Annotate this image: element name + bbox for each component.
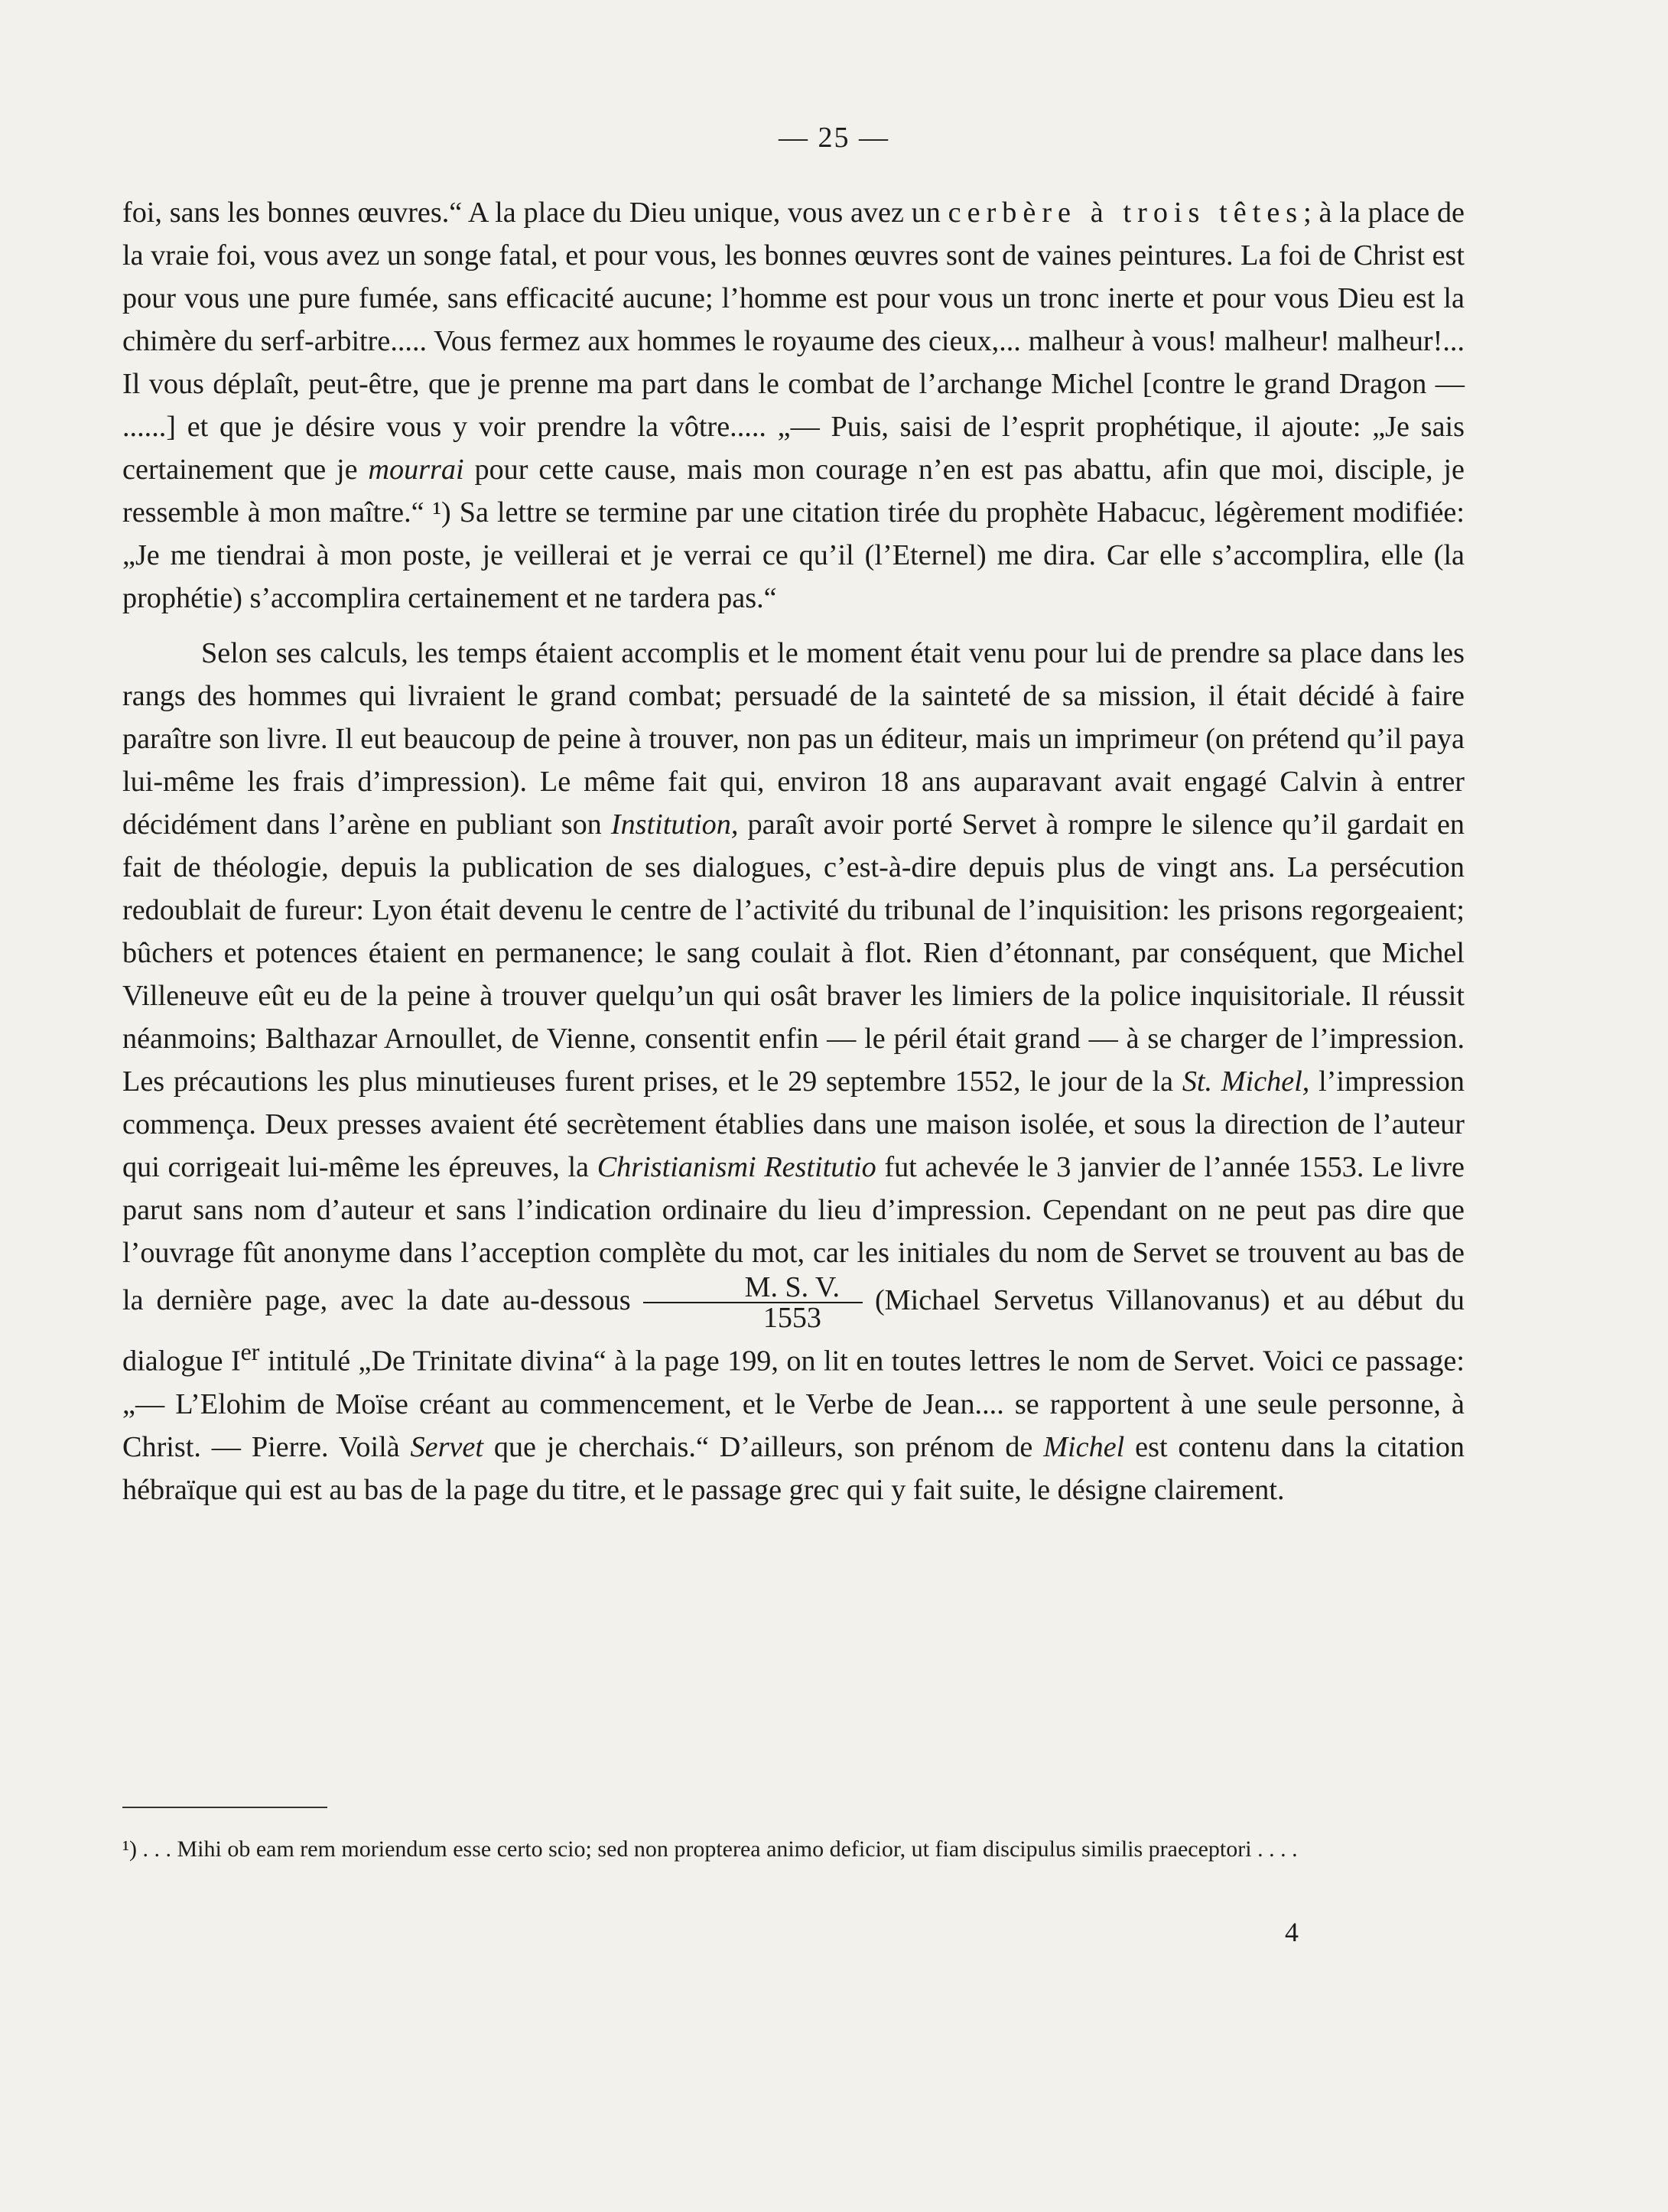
text-run: que je cherchais.“ D’ailleurs, son prénom de (483, 1430, 1044, 1463)
italic-name: Servet (410, 1430, 483, 1463)
italic-word: mourrai (368, 454, 464, 486)
footnote: ¹) . . . Mihi ob eam rem moriendum esse certo scio; sed non propterea animo deficior, ut fiam discipulus similis praeceptori . . . . (122, 1836, 1298, 1862)
initials-fraction (643, 1271, 863, 1334)
text-run: foi, sans les bonnes œuvres.“ A la place du Dieu unique, vous avez un (122, 197, 948, 229)
spaced-phrase: cerbère à trois têtes (948, 197, 1304, 229)
italic-book-title: Christianismi Restitutio (597, 1151, 876, 1183)
text-run: paraît avoir porté Servet à rompre le silence qu’il gardait en fait de théologie, depuis la publication de ses dialogues, c’est-à-dire depuis plus de vingt ans. La persécution redoublait de fureur: Lyon était devenu le centre de l’activité du tribunal de l’inquisition: les prisons regorgeaient; bûchers et potences étaient en permanence; le sang coulait à flot. Rien d’étonnant, par conséquent, que Michel Villeneuve eût eu de la peine à trouver quelqu’un qui osât braver les limiers de la police inquisitoriale. Il réussit néanmoins; Balthazar Arnoullet, de Vienne, consentit enfin — le péril était grand — à se charger de l’impression. Les précautions les plus minutieuses furent prises, et le 29 septembre 1552, le jour de la (122, 808, 1465, 1098)
paragraph-2 (122, 632, 1465, 1511)
superscript: er (240, 1339, 260, 1365)
text-run: ; à la place de la vraie foi, vous avez un songe fatal, et pour vous, les bonnes œuvres sont de vaines peintures. La foi de Christ est pour vous une pure fumée, sans efficacité aucune; l’homme est pour vous un tronc inerte et pour vous Dieu est la chimère du serf-arbitre..... Vous fermez aux hommes le royaume des cieux,... malheur à vous! malheur! malheur!... Il vous déplaît, peut-être, que je prenne ma part dans le combat de l’archange Michel [contre le grand Dragon — ......] et que je désire vous y voir prendre la vôtre..... „— Puis, saisi de l’esprit prophétique, il ajoute: „Je sais certainement que je (122, 197, 1465, 486)
text-run: l’impression commença. Deux presses avaient été secrètement établies dans une maison isolée, et sous la direction de l’auteur qui corrigeait lui-même les épreuves, la (122, 1065, 1465, 1183)
text-run: pour cette cause, mais mon courage n’en est pas abattu, afin que moi, disciple, je ressemble à mon maître.“ ¹) Sa lettre se termine par une citation tirée du prophète Habacuc, légèrement modifiée: „Je me tiendrai à mon poste, je veillerai et je verrai ce qu’il (l’Eternel) me dira. Car elle s’accomplira, elle (la prophétie) s’accomplira certainement et ne tardera pas.“ (122, 454, 1465, 614)
fraction-numerator: M. S. V. (643, 1274, 863, 1303)
paragraph-1 (122, 191, 1465, 620)
italic-title: Institution, (610, 808, 739, 841)
text-run: intitulé „De Trinitate divina“ à la page 199, on lit en toutes lettres le nom de Servet. Voici ce passage: „— L’Elohim de Moïse créant au commencement, et le Verbe de Jean.... se rapportent à une seule personne, à Christ. — Pierre. Voilà (122, 1345, 1465, 1463)
footnote-divider (122, 1807, 327, 1808)
body-text (122, 191, 1465, 1511)
signature-mark: 4 (1285, 1917, 1299, 1947)
text-run: Selon ses calculs, les temps étaient accomplis et le moment était venu pour lui de prendre sa place dans les rangs des hommes qui livraient le grand combat; persuadé de la sainteté de sa mission, il était décidé à faire paraître son livre. Il eut beaucoup de peine à trouver, non pas un éditeur, mais un imprimeur (on prétend qu’il paya lui-même les frais d’impression). Le même fait qui, environ 18 ans auparavant avait engagé Calvin à entrer décidément dans l’arène en publiant son (122, 637, 1465, 841)
text-run: (Michael Servetus Villanovanus) et au début du dialogue I (122, 1283, 1465, 1378)
text-run: fut achevée le 3 janvier de l’année 1553. Le livre parut sans nom d’auteur et sans l’indication ordinaire du lieu d’impression. Cependant on ne peut pas dire que l’ouvrage fût anonyme dans l’acception complète du mot, car les initiales du nom de Servet se trouvent au bas de la dernière page, avec la date au-dessous (122, 1151, 1465, 1316)
italic-name: Michel (1043, 1430, 1125, 1463)
italic-date: St. Michel, (1182, 1065, 1310, 1098)
fraction-denominator: 1553 (762, 1302, 821, 1334)
text-run: est contenu dans la citation hébraïque qui est au bas de la page du titre, et le passage grec qui y fait suite, le désigne clairement. (122, 1430, 1465, 1506)
page-number: — 25 — (779, 122, 889, 154)
